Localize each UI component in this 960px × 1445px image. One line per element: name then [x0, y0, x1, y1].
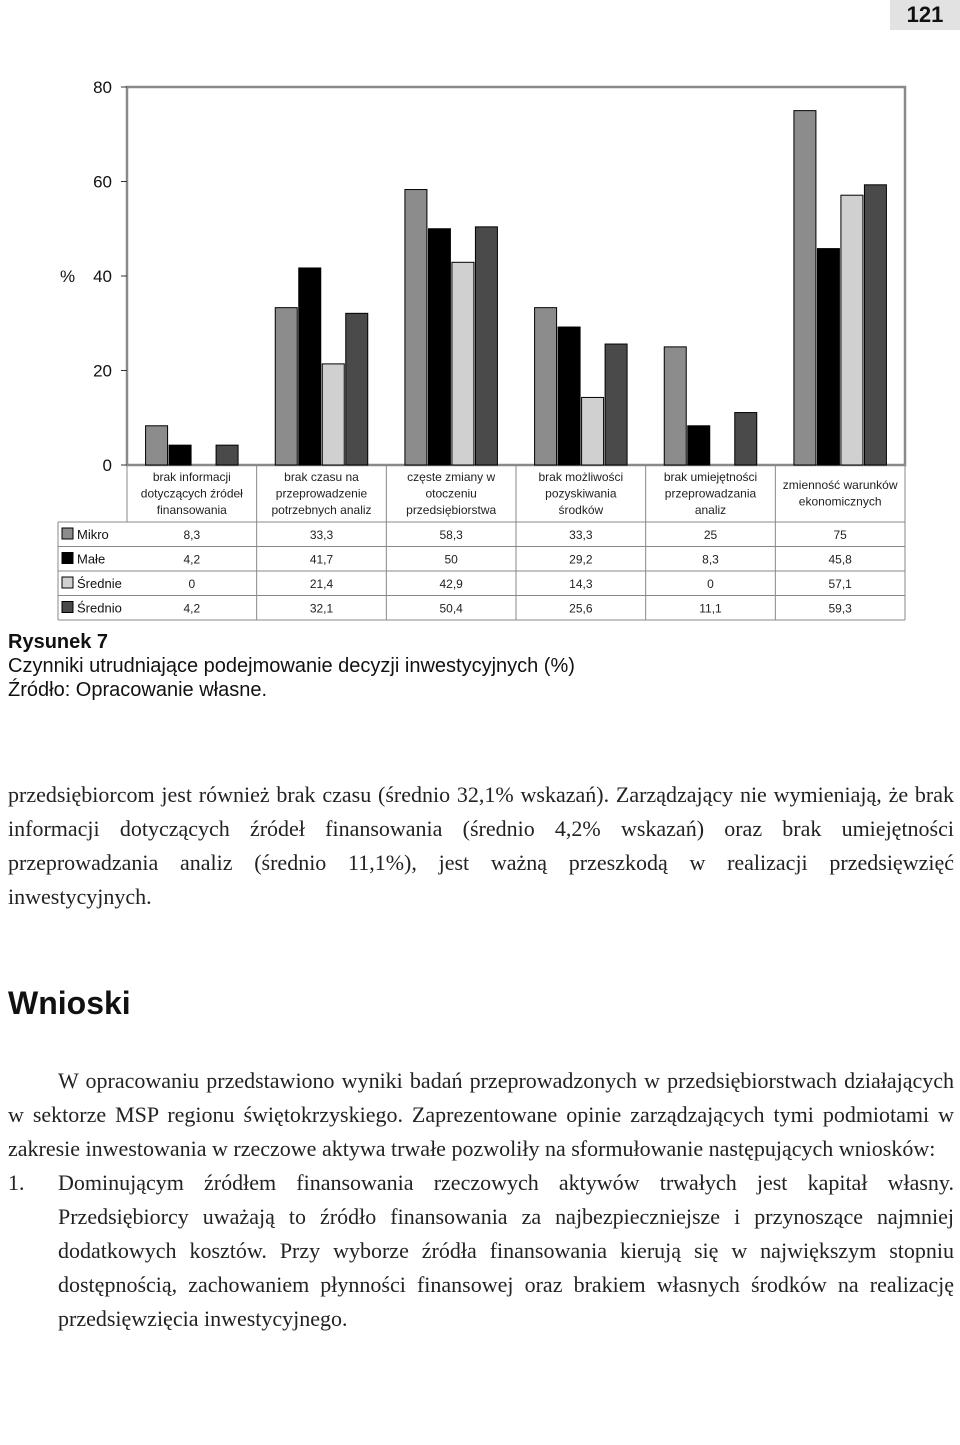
data-label: 41,7 — [309, 552, 334, 567]
bar — [428, 229, 450, 465]
data-label: 75 — [833, 528, 847, 542]
list-text: Dominującym źródłem finansowania rzeczowych aktywów trwałych jest kapitał własny. Przedsiębiorcy uważają to źródło finansowania za najbezpieczniejsze i przynoszące najmniej dodatkowych kosztów. Przy wyborze źródła finansowania kierują się w największym stopniu dostępnością, zachowaniem płynności finansowej oraz brakiem własnych środków na realizację przedsięwzięcia inwestycyjnego. — [58, 1170, 954, 1331]
bar — [605, 344, 627, 465]
data-label: 21,4 — [309, 577, 334, 591]
conclusion-intro: W opracowaniu przedstawiono wyniki badań przeprowadzonych w przedsiębiorstwach działających w sektorze MSP regionu świętokrzyskiego. Zaprezentowane opinie zarządzających tymi podmiotami w zakresie inwestowania w rzeczowe aktywa trwałe pozwoliły na sformułowanie następujących wniosków: — [8, 1068, 954, 1161]
category-label: dotyczących źródeł — [140, 486, 243, 501]
data-label: 33,3 — [309, 528, 334, 542]
bar — [794, 111, 816, 465]
category-label: potrzebnych analiz — [271, 503, 372, 517]
data-label: 25,6 — [569, 601, 593, 616]
category-label: częste zmiany w — [407, 470, 496, 484]
bar — [817, 249, 839, 465]
body-paragraph — [8, 778, 954, 914]
legend-swatch — [62, 553, 73, 564]
legend-label: Średnio — [77, 600, 122, 616]
y-tick-label: 80 — [93, 78, 112, 97]
conclusions-section — [8, 1064, 954, 1336]
data-label: 59,3 — [828, 601, 852, 616]
category-label: zmienność warunków — [782, 478, 898, 492]
bar — [346, 313, 368, 465]
legend-swatch — [62, 577, 73, 588]
list-item — [8, 1166, 954, 1336]
data-label: 8,3 — [183, 528, 201, 542]
bar — [535, 308, 557, 465]
bar — [558, 327, 580, 465]
category-label: analiz — [694, 503, 727, 517]
bar-chart — [0, 60, 960, 630]
page-number: 121 — [890, 0, 960, 30]
plot-area — [127, 87, 905, 465]
figure-label: Rysunek 7 — [8, 631, 109, 653]
data-label: 45,8 — [828, 552, 852, 567]
category-label: brak możliwości — [538, 470, 624, 484]
category-label: ekonomicznych — [798, 494, 882, 509]
bar — [475, 227, 497, 465]
bar — [405, 190, 427, 465]
data-label: 11,1 — [699, 601, 722, 616]
body-text: przedsiębiorcom jest również brak czasu (średnio 32,1% wskazań). Zarządzający nie wymieniają, że brak informacji dotyczących źródeł finansowania (średnio 4,2% wskazań) oraz brak umiejętności przeprowadzania analiz (średnio 11,1%), jest ważną przeszkodą w realizacji przedsięwzięć inwestycyjnych. — [8, 782, 954, 909]
figure-caption — [8, 630, 575, 702]
bar — [169, 445, 191, 465]
category-label: środków — [558, 503, 604, 517]
category-label: brak umiejętności — [663, 470, 758, 484]
list-number: 1. — [8, 1170, 25, 1195]
bar — [688, 426, 710, 465]
bar — [299, 268, 321, 465]
bar — [841, 195, 863, 465]
y-tick-label: 0 — [102, 456, 112, 475]
bar — [146, 426, 168, 465]
data-label: 50 — [444, 552, 458, 567]
legend-label: Mikro — [77, 527, 109, 542]
category-label: przedsiębiorstwa — [406, 503, 497, 517]
data-label: 50,4 — [439, 601, 463, 616]
legend-label: Średnie — [77, 576, 122, 591]
category-label: przeprowadzenie — [275, 486, 368, 501]
data-label: 8,3 — [702, 552, 719, 567]
bar — [216, 445, 238, 465]
data-label: 57,1 — [828, 577, 852, 591]
legend-label: Małe — [77, 551, 106, 567]
category-label: brak czasu na — [284, 470, 359, 484]
bar — [864, 185, 886, 465]
data-label: 0 — [707, 577, 714, 591]
legend-swatch — [62, 528, 73, 539]
bar — [322, 364, 344, 465]
bar — [582, 397, 604, 465]
category-label: finansowania — [156, 503, 227, 517]
bar — [735, 413, 757, 465]
data-label: 32,1 — [309, 601, 334, 616]
data-label: 4,2 — [183, 552, 201, 567]
bar — [275, 308, 297, 465]
bar — [664, 347, 686, 465]
section-heading: Wnioski — [8, 985, 131, 1021]
category-label: pozyskiwania — [545, 486, 617, 501]
category-label: przeprowadzania — [664, 486, 757, 501]
data-label: 25 — [703, 528, 718, 542]
category-label: otoczeniu — [425, 486, 477, 501]
figure-title: Czynniki utrudniające podejmowanie decyzji inwestycyjnych (%) — [8, 655, 575, 677]
data-label: 14,3 — [569, 577, 593, 591]
data-label: 33,3 — [569, 528, 593, 542]
legend-swatch — [62, 602, 73, 613]
category-label: brak informacji — [152, 470, 231, 484]
figure-source: Źródło: Opracowanie własne. — [8, 679, 268, 701]
data-label: 0 — [188, 577, 196, 591]
y-tick-label: 60 — [93, 172, 112, 192]
bar — [452, 262, 474, 465]
data-label: 58,3 — [439, 528, 463, 542]
y-tick-label: 40 — [93, 267, 112, 286]
y-tick-label: 20 — [93, 361, 112, 381]
data-label: 29,2 — [569, 552, 593, 567]
y-axis-label: % — [60, 267, 76, 286]
data-label: 4,2 — [183, 601, 201, 616]
data-label: 42,9 — [439, 577, 463, 591]
